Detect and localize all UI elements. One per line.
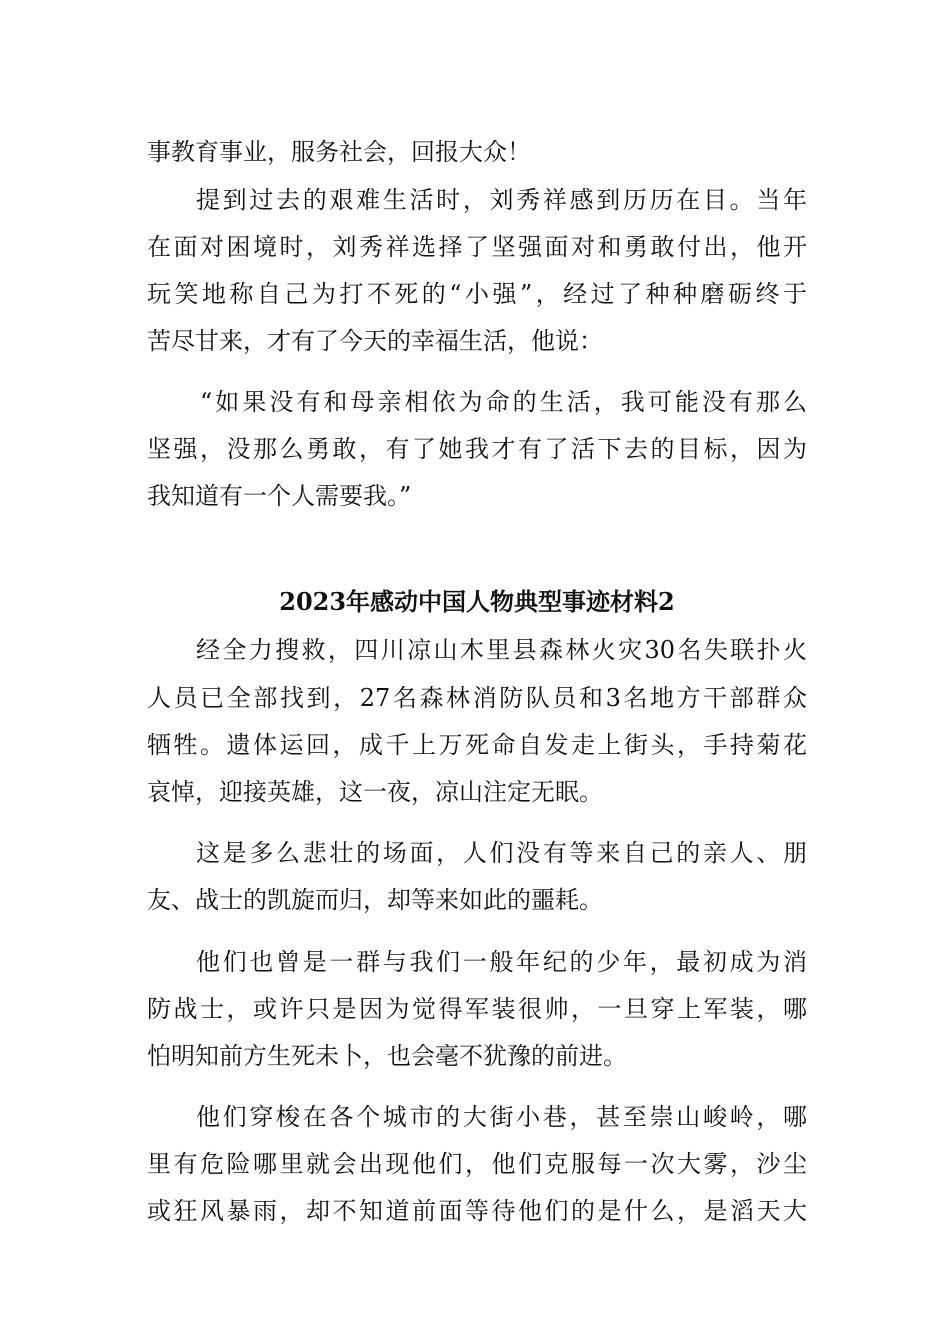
paragraph-line: 这是多么悲壮的场面，人们没有等来自己的亲人、朋 bbox=[196, 839, 807, 867]
paragraph-line: 玩笑地称自己为打不死的“小强”，经过了种种磨砺终于 bbox=[147, 280, 807, 308]
paragraph-line: 里有危险哪里就会出现他们，他们克服每一次大雾，沙尘 bbox=[147, 1150, 807, 1178]
paragraph-line: 经全力搜救，四川凉山木里县森林火灾30名失联扑火 bbox=[196, 636, 807, 664]
paragraph-line: 怕明知前方生死未卜，也会毫不犹豫的前进。 bbox=[147, 1042, 627, 1070]
paragraph-line: 苦尽甘来，才有了今天的幸福生活，他说： bbox=[147, 327, 603, 355]
paragraph-line: 哀悼，迎接英雄，这一夜，凉山注定无眠。 bbox=[147, 778, 603, 806]
paragraph-line: 或狂风暴雨，却不知道前面等待他们的是什么，是滔天大 bbox=[147, 1197, 807, 1225]
paragraph-line: 友、战士的凯旋而归，却等来如此的噩耗。 bbox=[147, 886, 603, 914]
quote-line: 我知道有一个人需要我。” bbox=[147, 482, 412, 510]
quote-line: “如果没有和母亲相依为命的生活，我可能没有那么 bbox=[200, 388, 807, 416]
paragraph-line: 事教育事业，服务社会，回报大众！ bbox=[147, 138, 531, 166]
paragraph-line: 他们也曾是一群与我们一般年纪的少年，最初成为消 bbox=[196, 948, 807, 976]
section-title: 2023年感动中国人物典型事迹材料2 bbox=[279, 587, 675, 616]
paragraph-line: 提到过去的艰难生活时，刘秀祥感到历历在目。当年 bbox=[196, 186, 807, 214]
paragraph-line: 防战士，或许只是因为觉得军装很帅，一旦穿上军装，哪 bbox=[147, 995, 807, 1023]
paragraph-line: 人员已全部找到，27名森林消防队员和3名地方干部群众 bbox=[147, 684, 807, 712]
paragraph-line: 牺牲。遗体运回，成千上万死命自发走上街头，手持菊花 bbox=[147, 731, 807, 759]
paragraph-line: 在面对困境时，刘秀祥选择了坚强面对和勇敢付出，他开 bbox=[147, 233, 807, 261]
quote-line: 坚强，没那么勇敢，有了她我才有了活下去的目标，因为 bbox=[147, 435, 807, 463]
paragraph-line: 他们穿梭在各个城市的大街小巷，甚至崇山峻岭，哪 bbox=[196, 1103, 807, 1131]
